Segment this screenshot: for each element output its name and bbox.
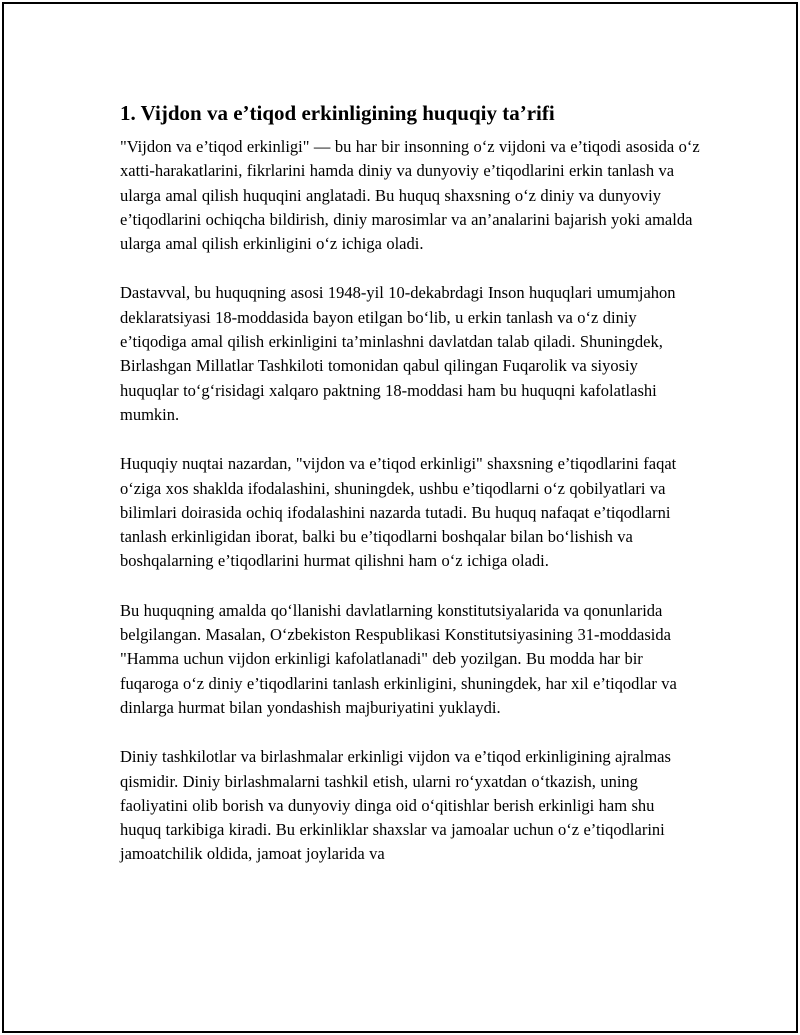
paragraph-legal-perspective: Huquqiy nuqtai nazardan, "vijdon va e’tiqod erkinligi" shaxsning e’tiqodlarini faqat o‘ziga xos shaklda ifodalashini, shuningdek, ushbu e’tiqodlarni o‘z qobilyatlari va bilimlari doirasida ochiq ifodalashini nazarda tutadi. Bu huquq nafaqat e’tiqodlarni tanlash erkinligidan iborat, balki bu e’tiqodlarni boshqalar bilan bo‘lishish va boshqalarning e’tiqodlarini hurmat qilishni ham o‘z ichiga oladi. <box>120 454 677 571</box>
paragraph-definition: "Vijdon va e’tiqod erkinligi" — bu har bir insonning o‘z vijdoni va e’tiqodi asosida o‘z xatti-harakatlarini, fikrlarini hamda diniy va dunyoviy e’tiqodlarini erkin tanlash va ularga amal qilish huquqini anglatadi. Bu huquq shaxsning o‘z diniy va dunyoviy e’tiqodlarini ochiqcha bildirish, diniy marosimlar va an’analarini bajarish yoki amalda ularga amal qilish erkinligini o‘z ichiga oladi. <box>120 137 700 254</box>
paragraph-religious-organizations: Diniy tashkilotlar va birlashmalar erkinligi vijdon va e’tiqod erkinligining ajralmas qismidir. Diniy birlashmalarni tashkil etish, ularni ro‘yxatdan o‘tkazish, uning faoliyatini olib borish va dunyoviy dinga oid o‘qitishlar berish erkinligi ham shu huquq tarkibiga kiradi. Bu erkinliklar shaxslar va jamoalar uchun o‘z e’tiqodlarini jamoatchilik oldida, jamoat joylarida va <box>120 747 671 864</box>
document-page <box>2 2 798 1033</box>
section-heading: 1. Vijdon va e’tiqod erkinligining huquqiy ta’rifi <box>120 101 555 125</box>
document-body <box>120 98 700 892</box>
paragraph-international-basis: Dastavval, bu huquqning asosi 1948-yil 10-dekabrdagi Inson huquqlari umumjahon deklaratsiyasi 18-moddasida bayon etilgan bo‘lib, u erkin tanlash va o‘z diniy e’tiqodiga amal qilish erkinligini ta’minlashni davlatdan talab qiladi. Shuningdek, Birlashgan Millatlar Tashkiloti tomonidan qabul qilingan Fuqarolik va siyosiy huquqlar to‘g‘risidagi xalqaro paktning 18-moddasi ham bu huquqni kafolatlashi mumkin. <box>120 283 676 424</box>
paragraph-constitutional-practice: Bu huquqning amalda qo‘llanishi davlatlarning konstitutsiyalarida va qonunlarida belgilangan. Masalan, O‘zbekiston Respublikasi Konstitutsiyasining 31-moddasida "Hamma uchun vijdon erkinligi kafolatlanadi" deb yozilgan. Bu modda har bir fuqaroga o‘z diniy e’tiqodlarini tanlash erkinligini, shuningdek, har xil e’tiqodlar va dinlarga hurmat bilan yondashish majburiyatini yuklaydi. <box>120 600 677 717</box>
